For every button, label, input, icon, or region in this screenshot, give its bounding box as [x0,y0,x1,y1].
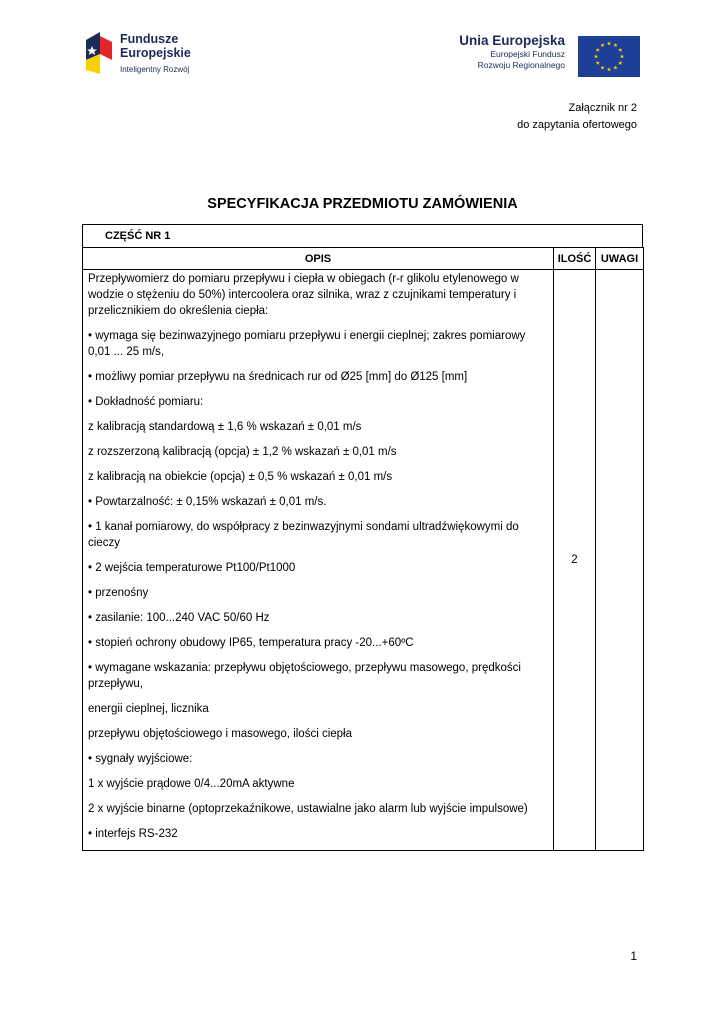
unia-europejska-logo [455,33,640,79]
description-line: z kalibracją na obiekcie (opcja) ± 0,5 % wskazań ± 0,01 m/s [88,471,393,483]
description-line: • możliwy pomiar przepływu na średnicach rur od Ø25 [mm] do Ø125 [mm] [88,371,468,383]
annex-line1: Załącznik nr 2 [568,102,637,114]
description-line: energii cieplnej, licznika [88,703,209,715]
logo-text-line3: Inteligentny Rozwój [120,65,190,74]
description-line: • 2 wejścia temperaturowe Pt100/Pt1000 [88,562,296,574]
description-line: przepływu objętościowego i masowego, ilości ciepła [88,728,352,740]
description-line: • przenośny [88,587,149,599]
description-line: 2 x wyjście binarne (optoprzekaźnikowe, ustawialne jako alarm lub wyjście impulsowe) [88,803,528,815]
logo-text-line1: Fundusze [120,32,179,46]
description-line: • wymagane wskazania: przepływu objętościowego, przepływu masowego, prędkości przepływu, [88,662,521,690]
description-line: • wymaga się bezinwazyjnego pomiaru przepływu i energii cieplnej; zakres pomiarowy 0,01 ... 25 m/s, [88,330,526,358]
fundusze-europejskie-emblem-icon [82,30,114,76]
page-title: SPECYFIKACJA PRZEDMIOTU ZAMÓWIENIA [207,196,518,212]
remarks-cell [596,270,644,851]
description-line: 1 x wyjście prądowe 0/4...20mA aktywne [88,778,295,790]
logo-text-line2: Europejskie [120,46,191,60]
quantity-cell: 2 [554,270,596,851]
specification-table [82,247,644,851]
header-opis: OPIS [83,248,554,270]
page-number: 1 [630,949,637,963]
header-ilosc: ILOŚĆ [554,248,596,270]
description-cell [83,270,554,851]
fundusze-europejskie-logo [82,28,212,78]
fundusze-europejskie-text [120,32,191,77]
unia-europejska-text [455,33,565,71]
description-line: • zasilanie: 100...240 VAC 50/60 Hz [88,612,270,624]
description-line: • interfejs RS-232 [88,828,178,840]
description-line: • Dokładność pomiaru: [88,396,204,408]
description-line: • stopień ochrony obudowy IP65, temperatura pracy -20...+60ºC [88,637,414,649]
table-row [83,270,644,851]
header-uwagi: UWAGI [596,248,644,270]
description-line: • 1 kanał pomiarowy, do współpracy z bezinwazyjnymi sondami ultradźwiękowymi do cieczy [88,521,519,549]
part-label-box [82,224,643,248]
description-line: z rozszerzoną kalibracją (opcja) ± 1,2 % wskazań ± 0,01 m/s [88,446,397,458]
description-line: • sygnały wyjściowe: [88,753,193,765]
annex-line2: do zapytania ofertowego [517,119,637,131]
part-label: CZĘŚĆ NR 1 [105,230,171,242]
table-header-row [83,248,644,270]
ue-text-line1: Unia Europejska [459,33,565,48]
description-line: • Powtarzalność: ± 0,15% wskazań ± 0,01 m/s. [88,496,327,508]
ue-text-line2: Europejski Fundusz [490,49,565,59]
description-line: Przepływomierz do pomiaru przepływu i ciepła w obiegach (r-r glikolu etylenowego w wodzie o stężeniu do 50%) intercoolera oraz silnika, wraz z czujnikami temperatury i przelicznikiem do określenia ciepła: [88,273,519,317]
eu-flag-icon [578,36,640,77]
description-line: z kalibracją standardową ± 1,6 % wskazań ± 0,01 m/s [88,421,362,433]
ue-text-line3: Rozwoju Regionalnego [477,60,565,70]
annex-note [517,100,637,134]
